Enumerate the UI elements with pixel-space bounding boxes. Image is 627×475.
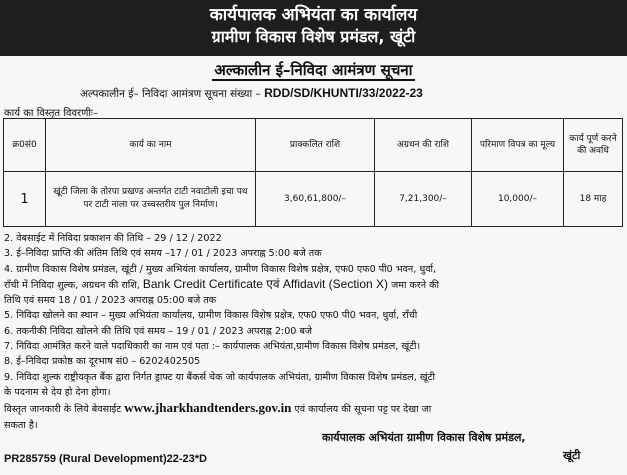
point-9-line-1: 9. निविदा शुल्क राष्ट्रीयकृत बैंक द्वारा निर्गत ड्राफ्ट या बैंकर्स चेक जो कार्यपालक अभियंता, ग्रामीण विकास विशेष प्रमंडल, खूंटी (4, 371, 435, 383)
cell-earnest-money: 7,21,300/– (375, 172, 472, 227)
reference-code: RDD/SD/KHUNTI/33/2022-23 (264, 86, 423, 100)
notice-title (0, 60, 627, 80)
reference-number (80, 86, 423, 101)
table-header-row (4, 119, 623, 172)
point-4-line-1: 4. ग्रामीण विकास विशेष प्रमंडल, खूंटी / मुख्य अभियंता कार्यालय, ग्रामीण विकास विशेष प्रक्षेत्र, एफ0 एफ0 पी0 भवन, धुर्वा, (4, 263, 437, 275)
table-row (4, 172, 623, 227)
office-title: कार्यपालक अभियंता का कार्यालय (209, 5, 418, 25)
cell-bq-cost: 10,000/– (472, 172, 564, 227)
pr-number: PR285759 (Rural Development)22-23*D (4, 453, 207, 465)
point-4-line-3: तिथि एवं समय 18 / 01 / 2023 अपराह्न 05:00 बजे तक (4, 295, 217, 307)
col-bq-cost: परिमाण विपत्र का मूल्य (472, 119, 564, 172)
point-3: 3. ई–निविदा प्राप्ति की अंतिम तिथि एवं समय –17 / 01 / 2023 अपराह्न 5:00 बजे तक (4, 248, 322, 260)
col-serial: क्र0सं0 (4, 119, 46, 172)
point-5: 5. निविदा खोलने का स्थान – मुख्य अभियंता कार्यालय, ग्रामीण विकास विशेष प्रक्षेत्र, एफ0 एफ0 पी0 भवन, धुर्वा, राँची (4, 310, 418, 322)
website-line-2: सकता है। (4, 419, 38, 431)
point-4-documents: Bank Credit Certificate एवं Affidavit (Section X) (142, 276, 389, 291)
cell-estimated-cost: 3,60,61,800/– (256, 172, 375, 227)
signature-place: खूंटी (563, 449, 581, 462)
point-2: 2. वेबसाईट में निविदा प्रकाशन की तिथि – 29 / 12 / 2022 (4, 233, 222, 244)
col-estimated-cost: प्राक्कलित राशि (256, 119, 375, 172)
work-description-label: कार्य का विस्तृत विवरणीः– (4, 108, 98, 119)
point-4-line-2 (4, 277, 622, 293)
office-header (0, 0, 627, 56)
division-title: ग्रामीण विकास विशेष प्रमंडल, खूंटी (211, 27, 416, 46)
cell-serial: 1 (4, 172, 46, 227)
website-text-a: विस्तृत जानकारी के लिये बेवसाईट (4, 404, 122, 416)
reference-label: अल्पकालीन ई– निविदा आमंत्रण सूचना संख्या – (80, 88, 261, 100)
point-4-text-c: जमा करने की (391, 279, 440, 291)
col-earnest-money: अग्रधन की राशि (375, 119, 472, 172)
work-table (3, 118, 623, 227)
website-link[interactable]: www.jharkhandtenders.gov.in (124, 400, 292, 416)
cell-work-name: खूंटी जिला के तोरपा प्रखण्ड अन्तर्गत टाटी नवाटोली इचा पथ पर टाटी नाला पर उच्चस्तरीय पुल निर्माण। (46, 172, 256, 227)
notice-points (4, 231, 622, 433)
signature-designation: कार्यपालक अभियंता ग्रामीण विकास विशेष प्रमंडल, (322, 431, 526, 444)
cell-completion-period: 18 माह (564, 172, 623, 227)
col-completion-period: कार्य पूर्ण करने की अवधि (564, 119, 623, 172)
point-9-line-2: के पदनाम से देय हो देना होगा। (4, 386, 111, 398)
point-8: 8. ई–निविदा प्रकोष्ठ का दूरभाष सं0 – 6202402505 (4, 356, 201, 368)
notice-title-text: अल्कालीन ई–निविदा आमंत्रण सूचना (214, 61, 413, 79)
point-4-text-a: राँची में निविदा शुल्क, अग्रधन की राशि, (4, 279, 140, 291)
website-line-1 (4, 400, 622, 417)
point-6: 6. तकनीकी निविदा खोलने की तिथि एवं समय – 19 / 01 / 2023 अपराह्न 2:00 बजे (4, 325, 313, 337)
col-work-name: कार्य का नाम (46, 119, 256, 172)
point-7: 7. निविदा आमंत्रित करने वाले पदाधिकारी का नाम एवं पता :– कार्यपालक अभियंता,ग्रामीण विकास विशेष प्रमंडल, खूंटी। (4, 341, 421, 353)
website-text-b: एवं कार्यालय की सूचना पट्ट पर देखा जा (294, 404, 432, 416)
